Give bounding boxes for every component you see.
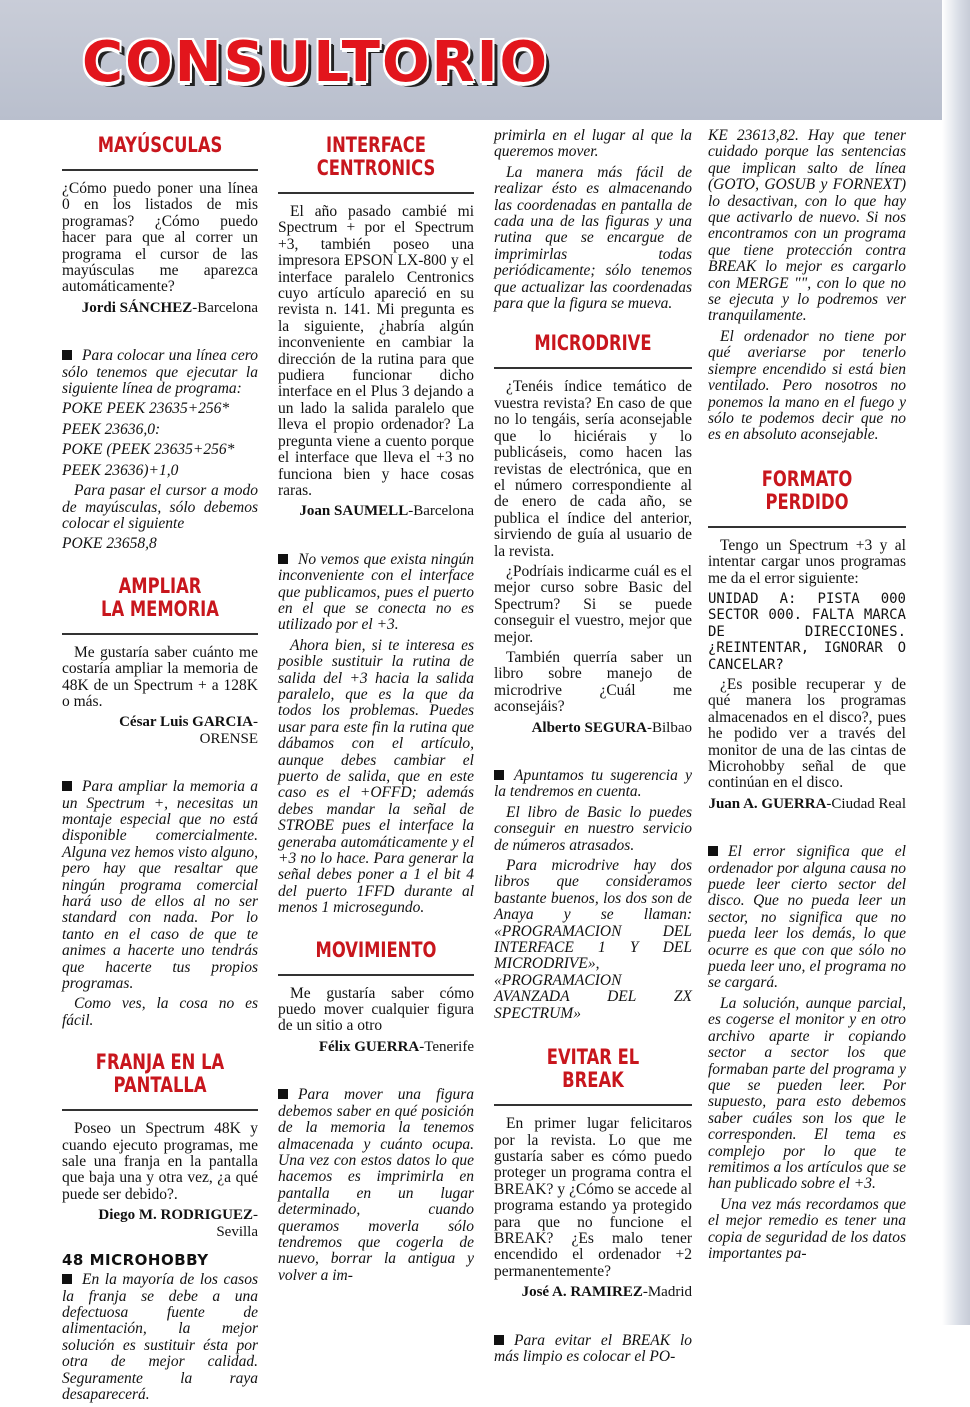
question-text: También querría saber un libro sobre manejo de microdrive ¿Cuál me aconsejáis? xyxy=(494,648,692,716)
heading-rule xyxy=(494,367,692,369)
heading-rule xyxy=(494,1104,692,1106)
heading-line: AMPLIAR xyxy=(118,573,202,598)
signature xyxy=(494,1284,692,1300)
answer-span: En la mayoría de los casos la franja se debe a una defectuosa fuente de alimentación, la mejor solución es sustituir ésta por otra de mejor calidad. Seguramente la raya desaparecerá. xyxy=(62,1271,258,1403)
question-text: El año pasado cambié mi Spectrum + por el Spectrum +3, también poseo una impresora EPSON LX-800 y el interface paralelo Centronics cuyo artículo apareció en su revista n. 141. Mi pregunta es la siguiente, ¿habría algún inconveniente en cambiar la dirección de la rutina para que pudiera funcionar dicho interface en el Plus 3 dejando a un lado la salida paralelo que lleva el propio ordenador? La pregunta viene a cuento porque el interface que lleva el +3 no funciona bien y hace cosas raras. xyxy=(278,203,474,499)
answer-span: Para evitar el BREAK lo más limpio es colocar el PO- xyxy=(494,1331,692,1365)
answer-text: KE 23613,82. Hay que tener cuidado porque las sentencias que implican salto de línea (GOTO, GOSUB y FORNEXT) lo desactivan, con lo que hay que activarlo de nuevo. Si nos encontramos con un programa que tiene protección contra BREAK lo mejor es cargarlo con MERGE "", con lo que no se ejecuta y lo podremos ver tranquilamente. xyxy=(708,127,906,325)
bullet-square-icon xyxy=(278,1089,288,1099)
bullet-square-icon xyxy=(708,846,718,856)
signature-location: -Barcelona xyxy=(408,503,474,520)
answer-span: Para colocar una línea cero sólo tenemos que ejecutar la siguiente línea de programa: xyxy=(62,347,258,398)
signature-name: César Luis GARCIA xyxy=(119,714,253,731)
signature xyxy=(708,796,906,812)
answer-span: Apuntamos tu sugerencia y la tendremos en cuenta. xyxy=(494,767,692,801)
signature xyxy=(278,1039,474,1055)
question-text: ¿Tenéis índice temático de vuestra revista? En caso de que no lo tengáis, sería aconsejable que lo hiciérais y lo publicáseis, como hacen las revistas de electrónica, que en el número correspondiente al de enero de cada año, se publica el índice del anterior, sirviendo de guía al usuario de la revista. xyxy=(494,378,692,560)
heading-mayusculas: MAYÚSCULAS xyxy=(97,133,223,157)
question-text: ¿Cómo puedo poner una línea 0 en los listados de mis programas? ¿Cómo puedo hacer para que al correr un programa el cursor de las mayúsculas me aparezca automáticamente? xyxy=(62,180,258,296)
answer-text: Como ves, la cosa no es fácil. xyxy=(62,995,258,1029)
answer-span: Para mover una figura debemos saber en qué posición de la memoria la tenemos almacenada y cuánto ocupa. Una vez con estos datos lo que hacemos es imprimirla en pantalla en un lugar determinado, cuando queramos moverla sólo tendremos que cogerla de nuevo, borrar la antigua y volver a im- xyxy=(278,1086,474,1284)
signature-name: Joan SAUMELL xyxy=(299,503,409,520)
signature-location: -Madrid xyxy=(642,1284,692,1301)
answer-text: primirla en el lugar al que la queremos mover. xyxy=(494,127,692,161)
heading-rule xyxy=(278,192,474,194)
answer-span: No vemos que exista ningún inconveniente con el interface que publicamos, pues el puerto en el que se conecta no es utilizado por el +3. xyxy=(278,550,474,634)
answer-text xyxy=(62,348,258,397)
signature-location: -Bilbao xyxy=(647,719,692,736)
answer-text: Para pasar el cursor a modo de mayúsculas, sólo debemos colocar el siguiente xyxy=(62,482,258,532)
bullet-square-icon xyxy=(62,350,72,360)
signature-name: Alberto SEGURA xyxy=(531,719,647,736)
column-2 xyxy=(278,128,474,1288)
heading-rule xyxy=(278,974,474,976)
answer-text: El ordenador no tiene por qué averiarse por tenerlo siempre encendido si está bien ventilado. Pero nosotros no ponemos la mano en el fuego y sólo te podemos decir que no es en absoluto aconsejable. xyxy=(708,327,906,444)
answer-text: El libro de Basic lo puedes conseguir en nuestro servicio de números atrasados. xyxy=(494,803,692,854)
heading-line: FRANJA EN LA xyxy=(95,1050,225,1075)
bullet-square-icon xyxy=(494,770,504,780)
answer-span: Para ampliar la memoria a un Spectrum +, necesitas un montaje especial que no está disponible comercialmente. Alguna vez hemos visto alguno, pero hay que resaltar que ningún programa comercial hará uso de ellos al no ser standard con nada. Por lo tanto en el caso de que te animes a hacerte uno tendrás que hacerte tus propios programas. xyxy=(62,778,258,993)
answer-text xyxy=(494,768,692,801)
question-text: Tengo un Spectrum +3 y al intentar cargar unos programas me da el error siguiente: xyxy=(708,536,906,587)
question-text: ¿Es posible recuperar y de qué manera los programas almacenados en el disco?, pues he podido ver a través del monitor de una de las cintas de Microhobby señal de que continúan en el disco. xyxy=(708,675,906,792)
answer-text: Para microdrive hay dos libros que consideramos bastante buenos, los dos son de Anaya y se llaman: «PROGRAMACION DEL INTERFACE 1 Y DEL MICRODRIVE», «PROGRAMACION AVANZADA DEL ZX SPECTRUM» xyxy=(494,857,692,1022)
code-line: POKE PEEK 23635+256* xyxy=(62,400,230,418)
heading-rule xyxy=(62,633,258,635)
heading-rule xyxy=(62,169,258,171)
signature xyxy=(278,503,474,519)
signature-location: -ORENSE xyxy=(199,714,258,747)
answer-text xyxy=(278,552,474,634)
heading-rule xyxy=(708,526,906,528)
section-title: CONSULTORIO xyxy=(82,30,550,95)
answer-text: La manera más fácil de realizar ésto es almacenando las coordenadas en pantalla de cada una de las figuras y una rutina que se encargue de imprimirlas todas periódicamente; sólo tenemos que actualizar las coordenadas para que la figura se mueva. xyxy=(494,163,692,313)
heading-line: CENTRONICS xyxy=(316,156,436,180)
heading-formato-perdido: FORMATO PERDIDO xyxy=(761,466,853,514)
code-line: POKE 23658,8 xyxy=(62,535,157,553)
signature-location: -Barcelona xyxy=(192,299,258,316)
signature xyxy=(494,720,692,736)
answer-text xyxy=(62,1272,258,1403)
question-text: Me gustaría saber cómo puedo mover cualquier figura de un sitio a otro xyxy=(278,984,474,1035)
code-line: PEEK 23636)+1,0 xyxy=(62,461,179,479)
signature-name: José A. RAMIREZ xyxy=(521,1284,643,1301)
answer-span: El error significa que el ordenador por alguna causa no puede leer cierto sector del disco. Que no pueda leer un sector, no significa que no pueda leer los demás, lo que ocurre es que con que sólo no pueda leer uno, el programa no se cargará. xyxy=(708,843,906,992)
error-message: UNIDAD A: PISTA 000 SECTOR 000. FALTA MARCA DE DIRECCIONES. ¿REINTENTAR, IGNORAR O CANCELAR? xyxy=(708,590,906,673)
heading-line: INTERFACE xyxy=(326,133,426,157)
answer-text: La solución, aunque parcial, es cogerse el monitor y en otro archivo aparte ir copiando sector a sector los que formaban parte del programa y que se pueden leer. Por supuesto, para esto debemos saber cuáles son los que le corresponden. El tema es complejo por lo que te remitimos a los artículos que se han publicado sobre el +3. xyxy=(708,994,906,1193)
answer-text xyxy=(278,1087,474,1284)
heading-franja xyxy=(84,1051,237,1101)
question-text: En primer lugar felicitaros por la revista. Lo que me gustaría saber es cómo puedo proteger un programa contra el BREAK? y ¿Cómo se accede al programa estando ya protegido para que no funcione el BREAK? ¿Es malo tener encendido el ordenador +2 permanentemente? xyxy=(494,1115,692,1280)
signature-name: Jordi SÁNCHEZ xyxy=(81,299,193,316)
answer-text xyxy=(62,779,258,992)
page-footer: 48 MICROHOBBY xyxy=(62,1251,209,1269)
column-3 xyxy=(494,128,692,1369)
question-text: ¿Podríais indicarme cuál es el mejor curso sobre Basic del Spectrum? Si se puede conseguir el vuestro, mejor que mejor. xyxy=(494,562,692,646)
bullet-square-icon xyxy=(494,1335,504,1345)
column-1 xyxy=(62,128,258,1407)
signature-location: -Sevilla xyxy=(216,1207,258,1240)
answer-text xyxy=(708,844,906,992)
heading-ampliar xyxy=(84,575,237,625)
signature xyxy=(62,1207,258,1240)
heading-microdrive: MICRODRIVE xyxy=(534,331,652,356)
column-4 xyxy=(708,128,906,1266)
heading-interface xyxy=(300,134,453,184)
signature xyxy=(62,300,258,316)
answer-text: Una vez más recordamos que el mejor remedio es tener una copia de seguridad de los datos importantes pa- xyxy=(708,1195,906,1262)
signature-name: Diego M. RODRIGUEZ xyxy=(98,1207,253,1224)
bullet-square-icon xyxy=(62,1274,72,1284)
signature xyxy=(62,714,258,747)
answer-text xyxy=(494,1333,692,1366)
code-line: POKE (PEEK 23635+256* xyxy=(62,441,235,459)
signature-name: Félix GUERRA xyxy=(318,1038,420,1055)
code-line: PEEK 23636,0: xyxy=(62,420,161,438)
bullet-square-icon xyxy=(62,781,72,791)
question-text: Poseo un Spectrum 48K y cuando ejecuto programas, me sale una franja en la pantalla que baja una y otra vez, ¿a qué puede ser debido?. xyxy=(62,1120,258,1203)
heading-movimiento: MOVIMIENTO xyxy=(315,937,437,962)
question-text: Me gustaría saber cuánto me costaría ampliar la memoria de 48K de un Spectrum + a 128K o más. xyxy=(62,643,258,710)
signature-name: Juan A. GUERRA xyxy=(708,795,827,812)
heading-line: PANTALLA xyxy=(113,1073,207,1098)
signature-location: -Ciudad Real xyxy=(826,795,906,812)
heading-evitar-break: EVITAR EL BREAK xyxy=(546,1045,640,1093)
heading-line: LA MEMORIA xyxy=(101,596,219,621)
answer-text: Ahora bien, si te interesa es posible sustituir la rutina de salida del +3 hacia la salida paralelo, que es la que da todos los problemas. Puedes usar para este fin la rutina que dábamos con el artículo, aunque debes cambiar el puerto de salida, que en este caso es el +OFFD; además debes mandar la señal de STROBE pues el interface la generaba automáticamente y el +3 no lo hace. Para generar la señal debes poner a 1 el bit 4 del puerto 1FFD durante al menos 1 microsegundo. xyxy=(278,636,474,917)
page-edge xyxy=(942,0,970,1325)
bullet-square-icon xyxy=(278,554,288,564)
heading-rule xyxy=(62,1109,258,1111)
signature-location: -Tenerife xyxy=(419,1038,474,1055)
